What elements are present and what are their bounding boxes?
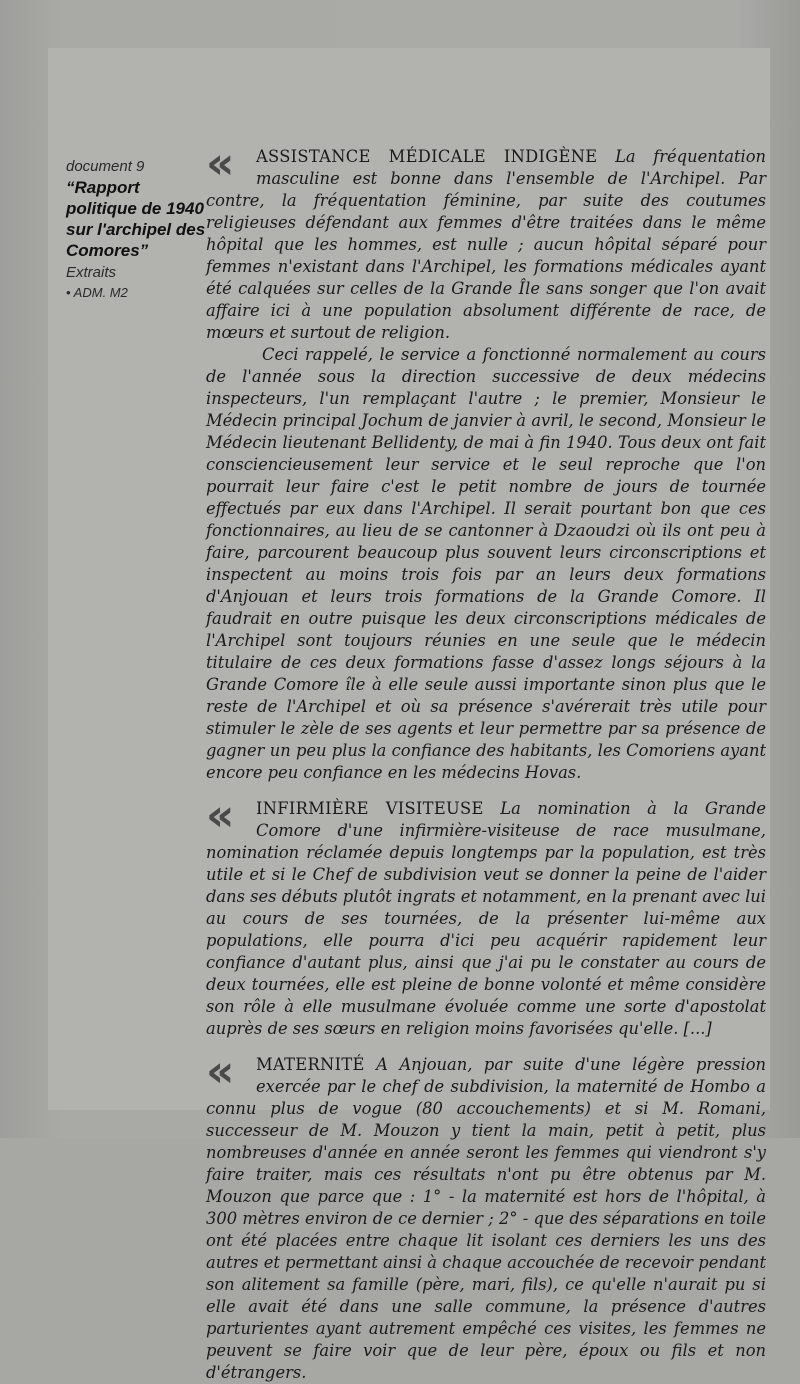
quote-mark-icon: « bbox=[206, 1046, 227, 1097]
paragraph-text: La nomination à la Grande Comore d'une infirmière-visiteuse de race musulmane, nomination réclamée depuis longtemps par la population, est très utile et si le Chef de subdivision veut se donner la peine de l'aider dans ses débuts plutôt ingrats et notamment, en la prenant avec lui au cours de ses tournées, de la présenter lui-même aux populations, elle pourra d'ici peu acquérir rapidement leur confiance d'autant plus, ainsi que j'ai pu le constater au cours de deux tournées, elle est pleine de bonne volonté et même considère son rôle à elle musulmane évoluée comme une sorte d'apostolat auprès de ses sœurs en religion moins favorisées qu'elle. [...] bbox=[206, 799, 766, 1038]
paragraph-text: La fréquentation masculine est bonne dans l'ensemble de l'Archipel. Par contre, la fréquentation féminine, par suite des coutumes religieuses défendant aux femmes d'être traitées dans le même hôpital que les hommes, est nulle ; aucun hôpital séparé pour femmes n'existant dans l'Archipel, les formations médicales ayant été calquées sur celles de la Grande Île sans songer que l'on avait affaire ici à une population absolument différente de race, de mœurs et surtout de religion. bbox=[206, 147, 766, 342]
section-paragraph bbox=[206, 1046, 766, 1384]
quote-mark-icon: « bbox=[206, 790, 227, 841]
paragraph-text: Ceci rappelé, le service a fonctionné normalement au cours de l'année sous la direction successive de deux médecins inspecteurs, l'un remplaçant l'autre ; le premier, Monsieur le Médecin principal Jochum de janvier à avril, le second, Monsieur le Médecin lieutenant Bellidenty, de mai à fin 1940. Tous deux ont fait consciencieusement leur service et le seul reproche que l'on pourrait leur faire c'est le petit nombre de jours de tournée effectués par eux dans l'Archipel. Il serait pourtant bon que ces fonctionnaires, au lieu de se cantonner à Dzaoudzi où ils ont peu à faire, parcourent beaucoup plus souvent leurs circonscriptions et inspectent au moins trois fois par an leurs deux formations d'Anjouan et leurs trois formations de la Grande Comore. Il faudrait en outre puisque les deux circonscriptions médicales de l'Archipel sont toujours réunies en une seule que le médecin titulaire de ces deux formations fasse d'assez longs séjours à la Grande Comore île à elle seule aussi importante sinon plus que le reste de l'Archipel et où sa présence s'avérerait très utile pour stimuler le zèle de ses agents et leur permettre par sa présence de gagner un peu plus la confiance des habitants, les Comoriens ayant encore peu confiance en les médecins Hovas. bbox=[206, 345, 766, 782]
section-heading: MATERNITÉ bbox=[256, 1055, 365, 1074]
archive-reference: • ADM. M2 bbox=[66, 285, 128, 300]
document-number: document 9 bbox=[66, 158, 145, 175]
section-heading: ASSISTANCE MÉDICALE INDIGÈNE bbox=[256, 147, 598, 166]
section-paragraph bbox=[206, 790, 766, 1040]
section-paragraph bbox=[206, 344, 766, 784]
paragraph-text: A Anjouan, par suite d'une légère pression exercée par le chef de subdivision, la maternité de Hombo a connu plus de vogue (80 accouchements) et si M. Romani, successeur de M. Mouzon y tient la main, petit à petit, plus nombreuses d'année en année seront les femmes qui viendront s'y faire traiter, mais ces résultats n'ont pu être obtenus par M. Mouzon que parce que : 1° - la maternité est hors de l'hôpital, à 300 mètres environ de ce dernier ; 2° - que des séparations en toile ont été placées entre chaque lit isolant ces derniers les uns des autres et permettant ainsi à chaque accouchée de recevoir pendant son alitement sa famille (père, mari, fils), ce qu'elle n'aurait pu si elle avait été dans une salle commune, la présence d'autres parturientes ayant autrement empêché ces visites, les femmes ne peuvent se faire voir que de leur père, époux ou fils et non d'étrangers. bbox=[206, 1055, 766, 1382]
document-body bbox=[206, 138, 766, 1384]
document-sidebar bbox=[66, 158, 206, 300]
document-subtitle: Extraits bbox=[66, 264, 117, 281]
section-assistance-medicale bbox=[206, 138, 766, 784]
section-infirmiere-visiteuse bbox=[206, 790, 766, 1040]
section-heading: INFIRMIÈRE VISITEUSE bbox=[256, 799, 484, 818]
quote-mark-icon: « bbox=[206, 138, 227, 189]
document-title: “Rapport politique de 1940 sur l'archipel des Comores” bbox=[66, 178, 206, 260]
section-paragraph bbox=[206, 138, 766, 344]
section-maternite bbox=[206, 1046, 766, 1384]
